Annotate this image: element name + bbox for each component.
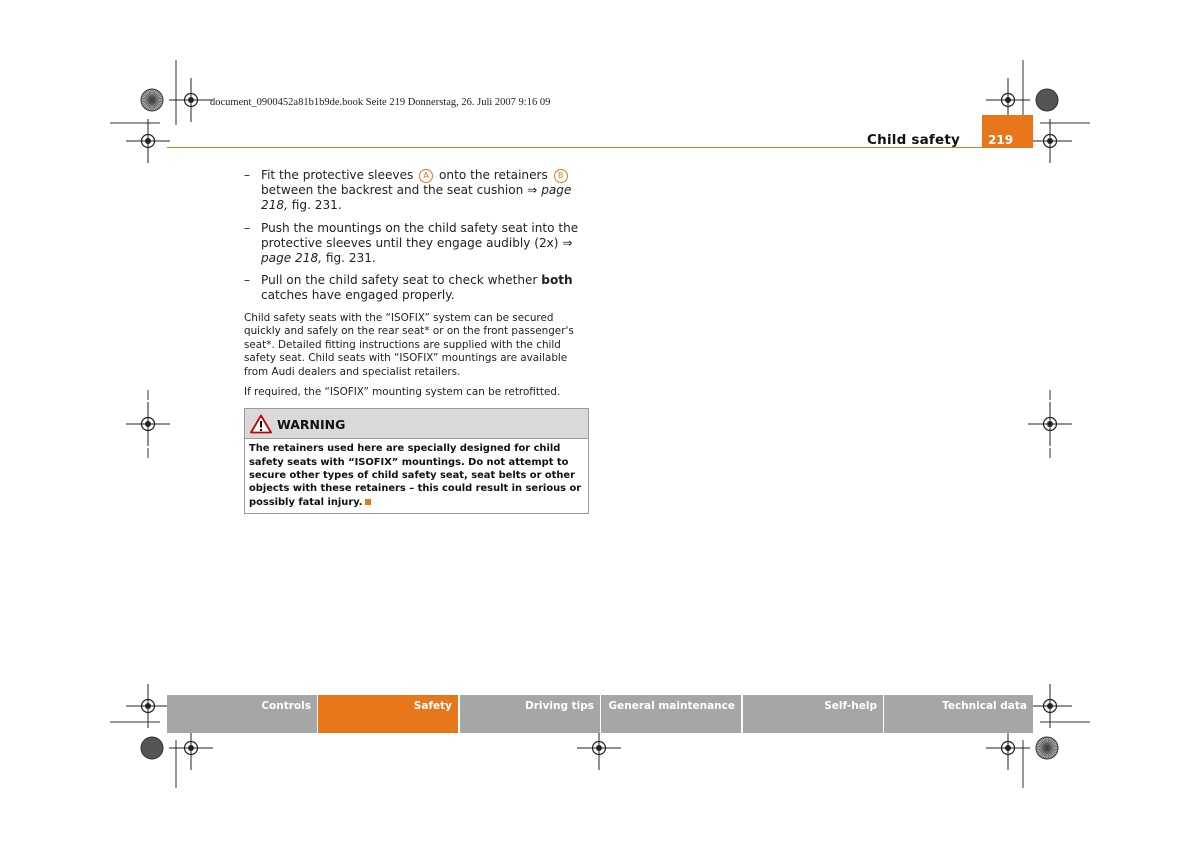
step-text: Pull on the child safety seat to check whether <box>261 273 538 288</box>
step-dash: – <box>244 168 251 182</box>
starburst-mark-icon <box>1036 737 1058 759</box>
tab-driving-tips[interactable] <box>460 695 600 733</box>
step-fit-sleeves <box>244 168 589 214</box>
warning-header <box>245 409 588 439</box>
step-text: between the backrest and the seat cushion ⇒ <box>261 183 538 198</box>
registration-target-icon <box>126 684 170 728</box>
warning-text: The retainers used here are specially designed for child safety seats with “ISOFIX” mountings. Do not attempt to secure other types of child safety seat, seat belts or other objects with these retainers – this could result in serious or possibly fatal injury. <box>249 443 582 508</box>
warning-box <box>244 408 589 514</box>
page-reference-link[interactable]: page 218, <box>261 251 322 266</box>
end-of-section-icon <box>365 499 371 505</box>
print-info-line: document_0900452a81b1b9de.book Seite 219 Donnerstag, 26. Juli 2007 9:16 09 <box>210 97 551 108</box>
registration-target-icon <box>126 402 170 446</box>
retrofit-paragraph: If required, the “ISOFIX” mounting system can be retrofitted. <box>244 385 561 398</box>
page-number-badge <box>982 115 1033 148</box>
figure-reference: fig. 231. <box>325 251 376 266</box>
step-check-catches <box>244 273 589 303</box>
registration-target-icon <box>1028 119 1072 163</box>
tab-general-maintenance[interactable] <box>601 695 741 733</box>
section-title: Child safety <box>867 132 960 148</box>
callout-a: A <box>419 169 433 183</box>
isofix-paragraph: Child safety seats with the “ISOFIX” system can be secured quickly and safely on the rear seat* or on the front passenger's seat*. Detailed fitting instructions are supplied with the child safety seat. Child seats with “ISOFIX” mountings are available from Audi dealers and specialist retailers. <box>244 311 574 378</box>
warning-title: WARNING <box>277 417 346 433</box>
warning-body <box>245 439 588 513</box>
step-dash: – <box>244 220 251 235</box>
tab-label: Technical data <box>942 700 1027 712</box>
tab-label: General maintenance <box>608 700 735 712</box>
tab-label: Controls <box>261 700 311 712</box>
main-content <box>244 168 589 514</box>
tab-controls[interactable] <box>167 695 317 733</box>
step-dash: – <box>244 273 251 288</box>
starburst-mark-icon <box>141 737 163 759</box>
tab-label: Driving tips <box>525 700 594 712</box>
tab-technical-data[interactable] <box>884 695 1033 733</box>
registration-target-icon <box>126 119 170 163</box>
callout-b: B <box>554 169 568 183</box>
registration-target-icon <box>1028 402 1072 446</box>
warning-triangle-icon <box>250 414 272 434</box>
step-text: catches have engaged properly. <box>261 288 455 303</box>
step-text: Fit the protective sleeves <box>261 168 414 182</box>
starburst-mark-icon <box>141 89 163 111</box>
page-reference-link[interactable]: page 218, <box>261 183 572 213</box>
step-text: Push the mountings on the child safety seat into the protective sleeves until they engage audibly (2x) ⇒ <box>261 220 579 250</box>
figure-reference: fig. 231. <box>291 198 342 213</box>
step-push-mountings <box>244 221 589 267</box>
page-number: 219 <box>988 133 1014 147</box>
tab-self-help[interactable] <box>743 695 883 733</box>
tab-label: Self-help <box>824 700 877 712</box>
emphasis-both: both <box>541 273 573 288</box>
registration-target-icon <box>1028 684 1072 728</box>
step-text: onto the retainers <box>439 168 548 182</box>
tab-safety[interactable] <box>318 695 458 733</box>
starburst-mark-icon <box>1036 89 1058 111</box>
tab-label: Safety <box>413 700 452 712</box>
